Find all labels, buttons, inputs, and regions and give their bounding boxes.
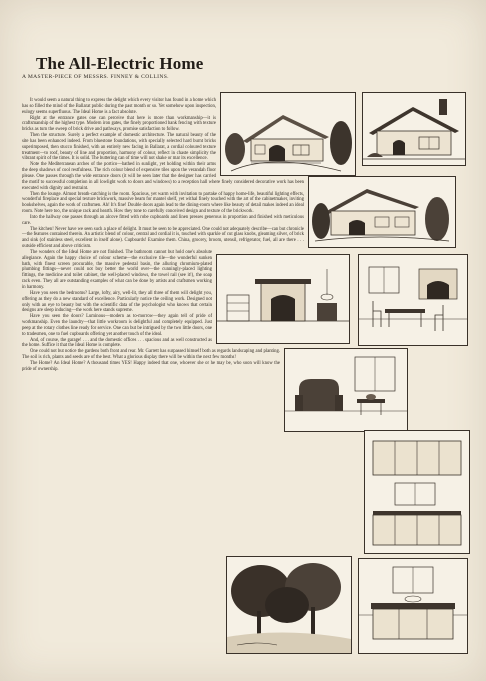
house-front-view-icon: [220, 92, 356, 176]
article-paragraph: Have you seen the bedrooms? Large, lofty, airy, well-lit, they all three of them will delight you, offering as they do a new standard of excellence. Particularly notice the ceiling work. Designed not only with an eye to beauty but with the scientific data of the psychologist who knows that certain designs are sleep inducing—the work here stands supreme.: [22, 290, 212, 314]
article-paragraph: Right at the entrance gates one can perceive that here is more than workmanship—it is craftsmanship of the highest type. Modern iron gates, the finely proportioned bank fencing with texture bricks as turn the sweep of brick drive and pathways, promise satisfaction to follow.: [22, 115, 216, 133]
article-paragraph: The kitchen! Never have we seen such a place of delight. It must be seen to be appreciated. One could not adequately describe—can but chronicle—the features contained therein. An artistic blend of colour, central and cordial it is, touched with sparkle of cut glass knobs, gleaming silver, of brick and sink (of stainless steel, excellent in itself alone). Cupboards! Examine them. China, grocery, broom, utensil, refrigerator, fuel, all are there . . . outside efficient and above criticism.: [22, 226, 304, 250]
article-paragraph: Then the lounge. Almost breath-catching is the room. Spacious, yet warm with invitation to partake of happy home-life, beautiful lighting effects, wonderful fireplace and special texture brickwork, massive beam for mantel shelf, yet withal finely touched with the art of the cabinetmaker, inviting bookshelves, again the work of craftsmen. Ah! It's fine! Double doors again lead to the dining-room where like beauty of detail makes indeed an ideal room. Note here too, the unique rack and hearth. How they tone to carefully conceived design and texture of the brickwork.: [22, 191, 304, 215]
article-paragraph: Have you seen the doors? Luminous—modern as to-morrow—they again tell of pride of workmanship. Even the laundry—that little workroom is delightful and completely equipped. Just peep at the rotary clothes line ready for service. One can but be intrigued by the two little doors, one to tradesmen, one to fuel cupboards offering yet another touch of the ideal.: [22, 314, 212, 337]
article-paragraph: One could not but notice the gardens both front and rear. Mr. Garrett has surpassed himself both as regards landscaping and planting. The soil is rich, plants and seeds are of the best. What a glorious display there will be within the next few months!: [22, 349, 280, 361]
page-title: The All-Electric Home: [36, 54, 204, 73]
bathroom-bench-icon: [358, 558, 468, 654]
kitchen-cupboards-icon: [364, 430, 470, 554]
article-paragraph: The Home? An Ideal Home? A thousand times YES! Happy indeed that one, whoever she or he may be, who soon will know the pride of ownership.: [22, 360, 280, 372]
house-side-view-icon: [362, 92, 466, 166]
article-paragraph: Then the structure. Surely a perfect example of domestic architecture. The natural beauty of the site has been enhanced indeed. From bluestone foundations, with specially selected hard burnt bricks superimposed, then stucco finished, with an entirely new facing in Ballarat, a cordial coloured texture treatment—to roof, beauty of line and proportion, harmony of colour, reflect in chaste simplicity the vibrant spirit of the times. It is solid. The buttering can of time will not shake or mar its excellence.: [22, 133, 216, 162]
article-paragraph: And, of course, the garage! . . . and the domestic offices . . . spacious and as well constructed as the home. Suffice it that the Ideal Home is complete.: [22, 337, 212, 349]
garden-trees-icon: [226, 556, 352, 654]
article-paragraph: Into the hallway one passes through an alcove fitted with robe cupboards and linen presses generous in proportion and finished with meticulous care.: [22, 214, 304, 226]
article-paragraph: Note the Mediterranean arches of the portico—bathed in sunlight, yet holding within their arms the deep shadows of cool restfulness. The rich colour blend of expensive tiles upon the verandah floor please. One passes through the wide entrance doors (it will be seen later that the designer has carried the motif to successful completion in all lowlight work to doors and windows) to a reception hall where finely considered decorative work has been executed with dignity and restraint.: [22, 162, 304, 191]
living-room-armchair-icon: [284, 348, 408, 432]
article-paragraph: The wonders of the Ideal Home are not finished. The bathroom cannot but hold one's absolute allegiance. Again the happy choice of colour scheme—the exclusive tile—the wonderful sunken bath, with finest screen procurable, the massive pedestal basin, the alluring chromium-plated plumbing fittings—never could not buy better the world over—the cunningly-placed lighting fittings, the medicine and toilet cabinet, the well-placed windows, the towel rail (see it!), the soap rack even. They all are outstanding examples of what can be done by artists and craftsmen working in harmony.: [22, 249, 212, 290]
dining-room-icon: [358, 254, 468, 346]
article-paragraph: It would seem a natural thing to express the delight which every visitor has found in a home which has so filled the mind of the Ballarat public during the past month or so. Yet somehow upon inspection, eulogy seems superfluous. The Ideal Home is a fact absolute.: [22, 98, 216, 115]
lounge-fireplace-icon: [216, 254, 350, 344]
house-corner-view-icon: [308, 176, 456, 248]
page-subtitle: A MASTER-PIECE OF MESSRS. FINNEY & COLLINS.: [22, 74, 169, 80]
